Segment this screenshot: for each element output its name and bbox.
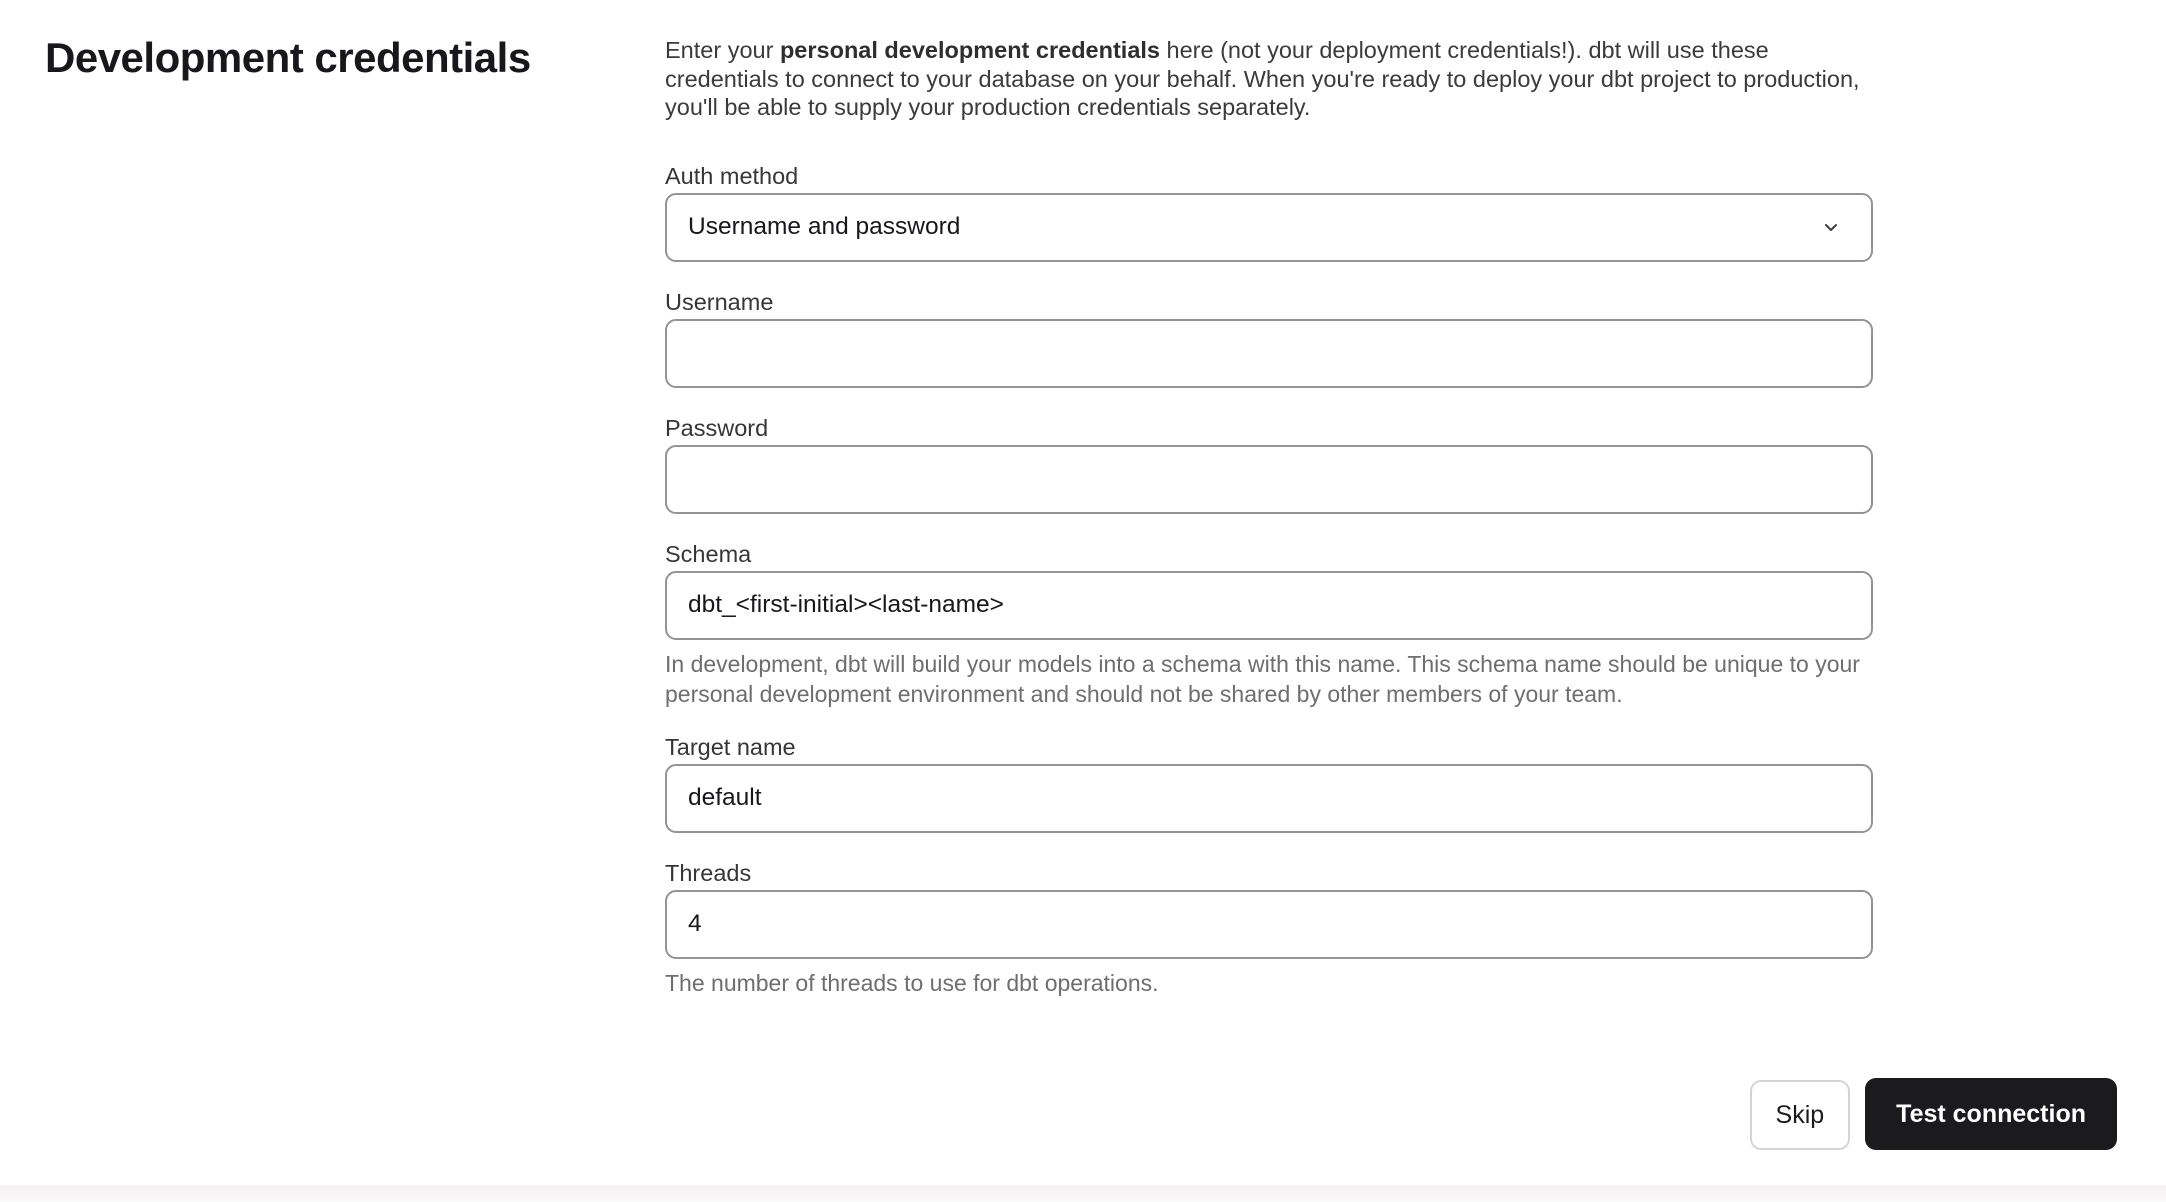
test-connection-button[interactable]: Test connection: [1865, 1078, 2117, 1150]
threads-field: [665, 859, 1873, 998]
intro-text-post: here (not your deployment credentials!). dbt will use these credentials to connect to your database on your behalf. When you're ready to deploy your dbt project to production, you'll be able to supply your production credentials separately.: [665, 37, 1860, 120]
intro-text-pre: Enter your: [665, 37, 780, 63]
schema-help-text: In development, dbt will build your models into a schema with this name. This schema name should be unique to your personal development environment and should not be shared by other members of your team.: [665, 650, 1860, 707]
username-field: [665, 288, 1873, 388]
auth-method-field: [665, 162, 1873, 262]
page-title: Development credentials: [45, 34, 531, 81]
auth-method-select[interactable]: [665, 193, 1873, 262]
password-input[interactable]: [665, 445, 1873, 514]
skip-button[interactable]: Skip: [1750, 1080, 1851, 1150]
username-input[interactable]: [665, 319, 1873, 388]
password-field: [665, 414, 1873, 514]
target-name-label: Target name: [665, 733, 796, 760]
threads-help-text: The number of threads to use for dbt operations.: [665, 969, 1159, 996]
threads-label: Threads: [665, 859, 752, 886]
schema-label: Schema: [665, 540, 752, 567]
target-name-field: [665, 733, 1873, 833]
schema-field: [665, 540, 1873, 709]
chevron-down-icon: [1818, 214, 1844, 240]
threads-input[interactable]: [665, 890, 1873, 959]
schema-input[interactable]: [665, 571, 1873, 640]
auth-method-selected-value: Username and password: [688, 213, 961, 240]
intro-paragraph: [665, 36, 1873, 122]
password-label: Password: [665, 414, 769, 441]
form-actions: [1750, 1078, 2117, 1150]
target-name-input[interactable]: [665, 764, 1873, 833]
intro-text-bold: personal development credentials: [779, 37, 1160, 63]
username-label: Username: [665, 288, 774, 315]
credentials-form: [665, 0, 1873, 998]
auth-method-label: Auth method: [665, 162, 799, 189]
page-bottom-edge: [0, 1185, 2166, 1202]
